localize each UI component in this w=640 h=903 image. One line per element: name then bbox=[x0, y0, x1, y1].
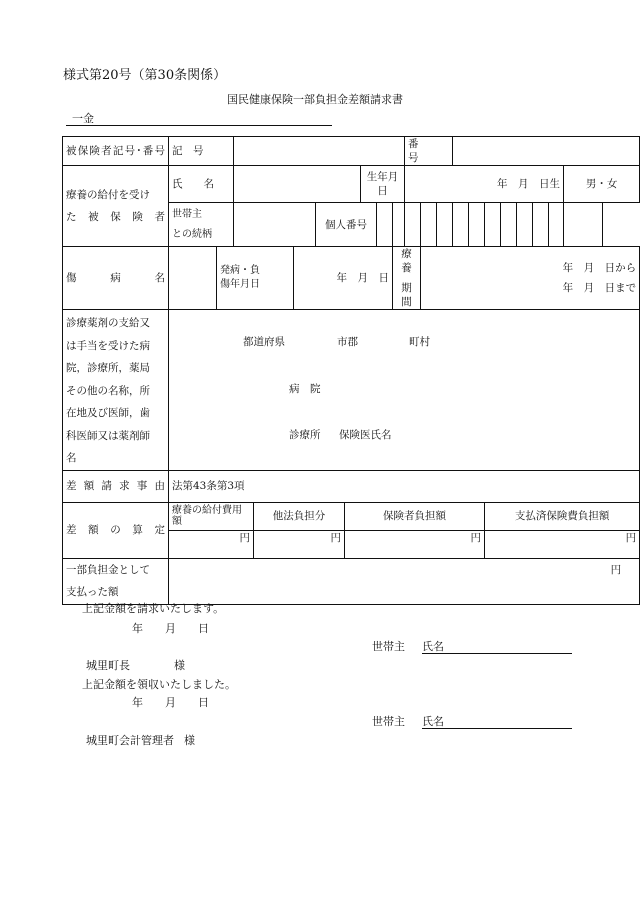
personal-number-digit[interactable] bbox=[469, 203, 485, 247]
request-text: 上記金額を請求いたします。 bbox=[82, 602, 225, 615]
calc-other-field[interactable]: 円 bbox=[254, 530, 345, 558]
claim-form-table bbox=[62, 136, 640, 605]
request-date[interactable]: 年 月 日 bbox=[132, 622, 209, 635]
prefecture-label: 都道府県 bbox=[243, 336, 285, 348]
relation-label-line1: 世帯主 bbox=[172, 208, 202, 220]
calc-header-other: 他法負担分 bbox=[254, 502, 345, 530]
personal-number-digit[interactable] bbox=[405, 203, 421, 247]
period-field[interactable] bbox=[421, 247, 640, 310]
householder-name-line[interactable] bbox=[444, 640, 572, 654]
relation-field[interactable] bbox=[234, 203, 316, 247]
recipient-label-line2: た被保険者 bbox=[66, 211, 165, 223]
paid-field[interactable]: 円 bbox=[169, 558, 640, 604]
onset-label-line2: 傷年月日 bbox=[220, 279, 260, 290]
personal-number-digit[interactable] bbox=[437, 203, 453, 247]
householder-name-line[interactable] bbox=[444, 715, 572, 729]
personal-number-digit[interactable] bbox=[421, 203, 437, 247]
accountant-label: 城里町会計管理者 bbox=[86, 734, 174, 747]
disease-field[interactable] bbox=[169, 247, 217, 310]
provider-label-line: 科医師又は薬剤師 bbox=[66, 429, 150, 442]
period-from: 年 月 日から bbox=[562, 262, 637, 274]
period-label-line1: 療 養 bbox=[401, 248, 423, 274]
kigo-field[interactable] bbox=[234, 137, 405, 166]
paid-label-line1: 一部負担金として bbox=[66, 564, 150, 576]
householder-name-label: 氏名 bbox=[422, 715, 444, 728]
paid-label-line2: 支払った額 bbox=[66, 586, 119, 598]
personal-number-digit[interactable] bbox=[533, 203, 549, 247]
personal-number-digit[interactable] bbox=[453, 203, 469, 247]
personal-number-digit[interactable] bbox=[501, 203, 517, 247]
personal-number-digit[interactable] bbox=[564, 203, 603, 247]
hospital-label: 病 院 bbox=[289, 383, 321, 395]
householder-name-label: 氏名 bbox=[422, 640, 444, 653]
receipt-text: 上記金額を領収いたしました。 bbox=[82, 678, 236, 691]
personal-number-digit[interactable] bbox=[485, 203, 501, 247]
disease-label: 傷 病 名 bbox=[63, 247, 169, 310]
reason-label: 差額請求事由 bbox=[63, 470, 169, 502]
calc-header-insurer: 保険者負担額 bbox=[345, 502, 485, 530]
form-number: 様式第20号（第30条関係） bbox=[63, 68, 227, 83]
householder-label: 世帯主 bbox=[372, 715, 405, 728]
accountant-addressee bbox=[86, 732, 195, 748]
clinic-label: 診療所 bbox=[289, 429, 321, 441]
relation-label bbox=[169, 203, 234, 247]
receipt-date[interactable]: 年 月 日 bbox=[132, 696, 209, 709]
amount-input-line[interactable] bbox=[66, 125, 332, 126]
amount-label: 一金 bbox=[72, 112, 94, 125]
mayor-label: 城里町長 bbox=[86, 659, 130, 672]
relation-label-line2: との続柄 bbox=[172, 228, 212, 240]
bango-field[interactable] bbox=[453, 137, 640, 166]
bango-label: 番 号 bbox=[405, 137, 453, 166]
reason-value: 法第43条第3項 bbox=[169, 470, 640, 502]
householder-signature-1[interactable] bbox=[372, 638, 572, 654]
name-label: 氏 名 bbox=[169, 166, 234, 203]
form-title: 国民健康保険一部負担金差額請求書 bbox=[227, 93, 403, 106]
provider-label-line: 診療薬剤の支給又 bbox=[66, 317, 150, 329]
period-to: 年 月 日まで bbox=[562, 282, 637, 294]
personal-number-digit[interactable] bbox=[377, 203, 393, 247]
sex-field[interactable]: 男・女 bbox=[564, 166, 640, 203]
householder-label: 世帯主 bbox=[372, 640, 405, 653]
provider-label-line: 名 bbox=[66, 452, 77, 464]
city-label: 市郡 bbox=[337, 336, 358, 348]
name-field[interactable] bbox=[234, 166, 361, 203]
period-label bbox=[393, 247, 421, 310]
householder-signature-2[interactable] bbox=[372, 713, 572, 729]
personal-number-digit[interactable] bbox=[549, 203, 564, 247]
calc-insurer-field[interactable]: 円 bbox=[345, 530, 485, 558]
personal-number-label: 個人番号 bbox=[316, 203, 377, 247]
doctor-name-label: 保険医氏名 bbox=[339, 429, 392, 441]
paid-label bbox=[63, 558, 169, 604]
calc-header-paid: 支払済保険費負担額 bbox=[485, 502, 640, 530]
calc-header-cost: 療養の給付費用額 bbox=[169, 502, 254, 530]
recipient-label bbox=[63, 166, 169, 247]
onset-label bbox=[217, 247, 294, 310]
personal-number-digit[interactable] bbox=[517, 203, 533, 247]
birth-label: 生年月日 bbox=[361, 166, 405, 203]
onset-date-field[interactable]: 年 月 日 bbox=[294, 247, 393, 310]
calc-cost-field[interactable]: 円 bbox=[169, 530, 254, 558]
insured-id-label: 被保険者記号･番号 bbox=[63, 137, 169, 166]
personal-number-digit[interactable] bbox=[393, 203, 405, 247]
provider-field[interactable] bbox=[169, 310, 640, 471]
sama-label: 様 bbox=[174, 659, 185, 672]
calc-label: 差額の算定 bbox=[63, 502, 169, 558]
provider-label-line: は手当を受けた病 bbox=[66, 339, 150, 352]
provider-label bbox=[63, 310, 169, 471]
calc-paid-field[interactable]: 円 bbox=[485, 530, 640, 558]
birth-date-field[interactable]: 年 月 日生 bbox=[405, 166, 564, 203]
mayor-addressee bbox=[86, 657, 185, 673]
sama-label: 様 bbox=[184, 734, 195, 747]
provider-label-line: 在地及び医師，歯 bbox=[66, 407, 150, 419]
recipient-label-line1: 療養の給付を受け bbox=[66, 189, 150, 201]
onset-label-line1: 発病・負 bbox=[220, 265, 260, 276]
provider-label-line: その他の名称，所 bbox=[66, 384, 150, 397]
kigo-label: 記 号 bbox=[169, 137, 234, 166]
provider-label-line: 院，診療所，薬局 bbox=[66, 362, 150, 374]
town-label: 町村 bbox=[409, 336, 430, 348]
period-label-line2: 期 間 bbox=[401, 282, 423, 308]
